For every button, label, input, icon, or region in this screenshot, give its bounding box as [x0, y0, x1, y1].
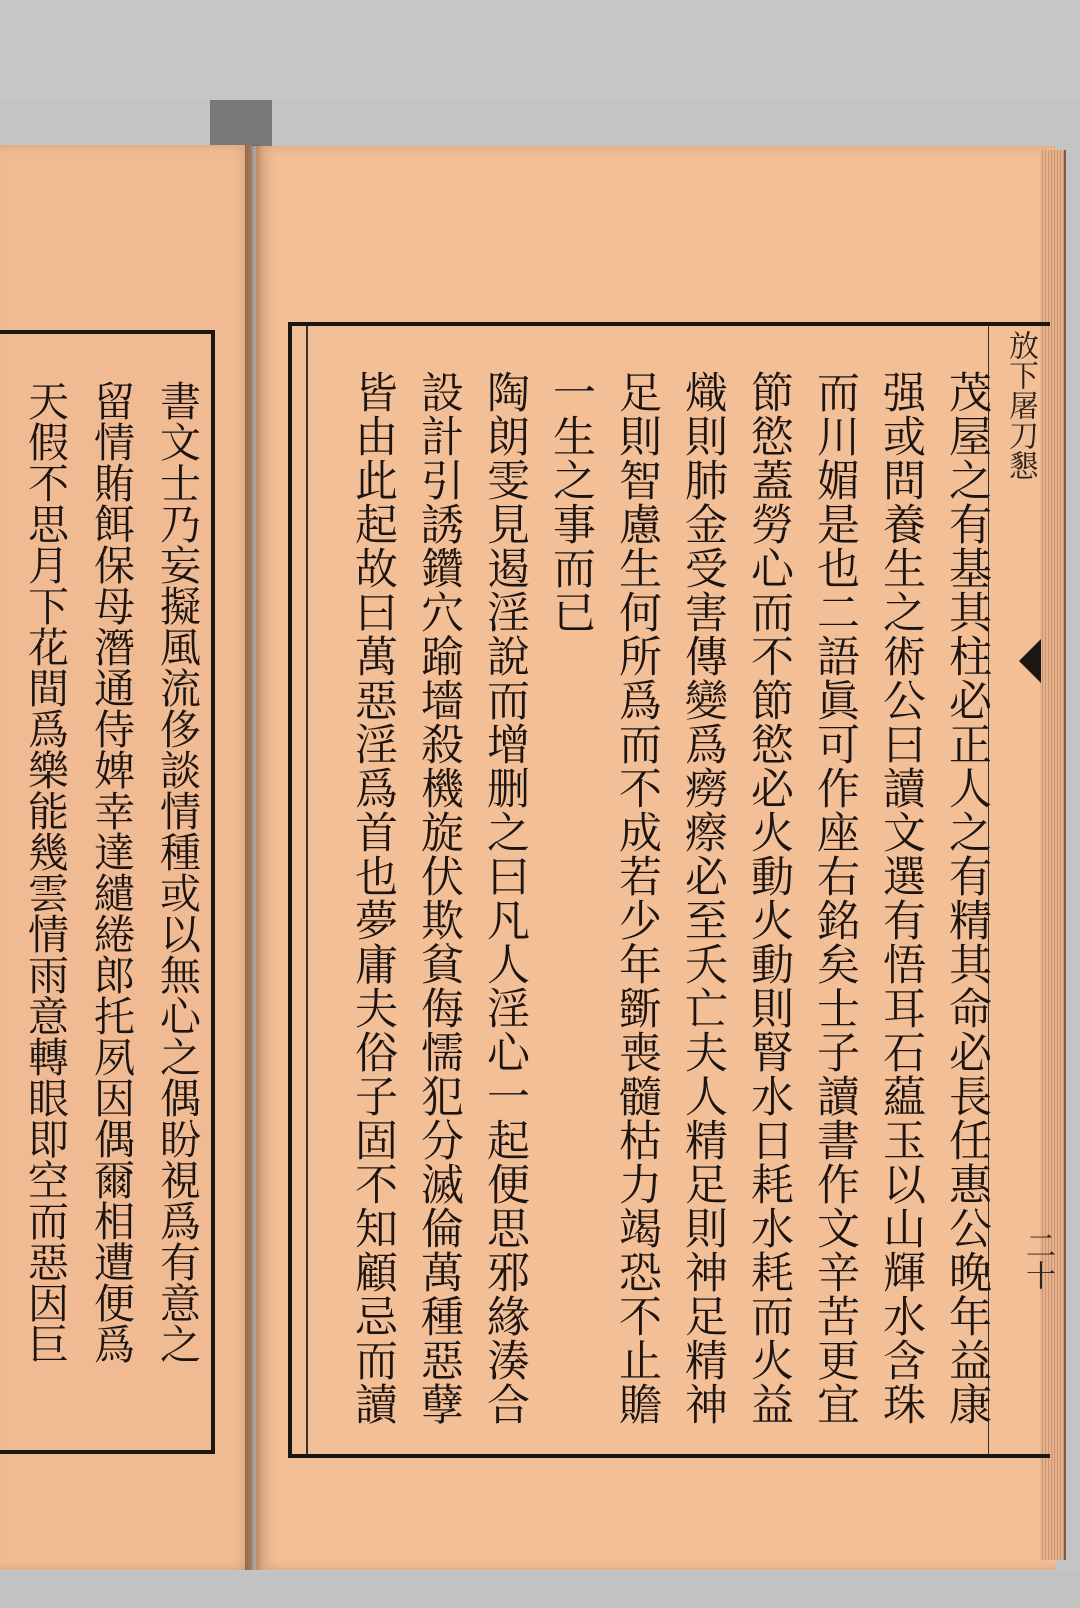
left-page-text [10, 380, 210, 1440]
right-page-text [300, 370, 1000, 1450]
left-column-3: 天假不思月下花間爲樂能幾雲情雨意轉眼即空而惡因巨 [21, 380, 69, 1364]
spine-gap [210, 100, 272, 146]
right-column-3: 而川媚是也二語眞可作座右銘矣士子讀書作文辛苦更宜 [810, 370, 860, 1426]
right-column-1: 茂屋之有基其柱必正人之有精其命必長任惠公晚年益康 [942, 370, 992, 1426]
left-column-1: 書文士乃妄擬風流侈談情種或以無心之偶盼視爲有意之 [153, 380, 201, 1364]
right-column-10: 皆由此起故曰萬惡淫爲首也夢庸夫俗子固不知顧忌而讀 [348, 370, 398, 1426]
right-column-2: 强或問養生之術公曰讀文選有悟耳石藴玉以山輝水含珠 [876, 370, 926, 1426]
right-column-7: 一生之事而已 [546, 370, 596, 634]
background-top [0, 0, 1080, 100]
right-column-8: 陶朗雯見遏淫說而增删之曰凡人淫心一起便思邪緣湊合 [480, 370, 530, 1426]
right-column-9: 設計引誘鑽穴踰墻殺機旋伏欺貧侮懦犯分滅倫萬種惡孽 [414, 370, 464, 1426]
fore-edge-title-text: 放下屠刀懇 [1003, 330, 1038, 480]
right-column-5: 熾則肺金受害傳變爲癆瘵必至夭亡夫人精足則神足精神 [678, 370, 728, 1426]
page-number: 二十 [1020, 1230, 1055, 1290]
left-column-2: 留情賄餌保母潛通侍婢幸達繾綣郎托夙因偶爾相遭便爲 [87, 380, 135, 1364]
right-column-4: 節慾蓋勞心而不節慾必火動火動則腎水日耗水耗而火益 [744, 370, 794, 1426]
background-bottom [0, 1572, 1080, 1608]
spine-shadow [245, 145, 263, 1570]
fishtail-mark-icon [1019, 639, 1041, 683]
right-column-6: 足則智慮生何所爲而不成若少年斵喪髓枯力竭恐不止贍 [612, 370, 662, 1426]
